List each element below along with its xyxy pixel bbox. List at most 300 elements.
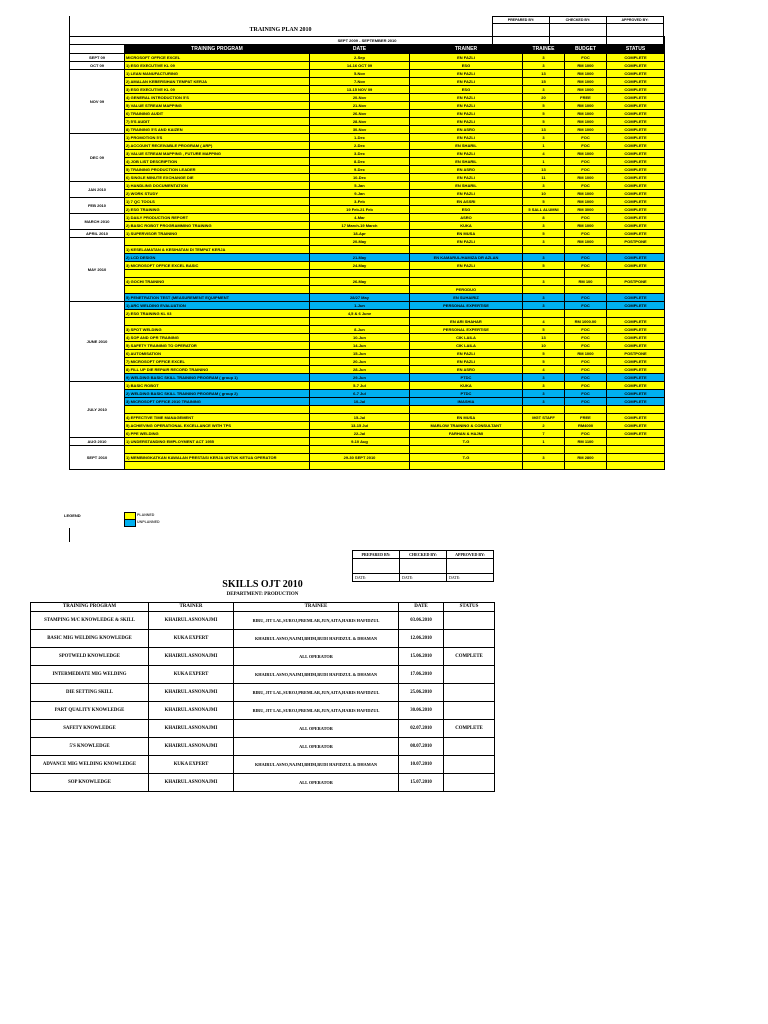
trainer-cell: EN FAZLI	[410, 110, 523, 118]
trainee-cell: ALL OPERATOR	[234, 774, 399, 792]
date-cell: 21-Nov	[310, 102, 410, 110]
date-cell: 21-May	[310, 254, 410, 262]
table-row	[70, 262, 665, 270]
trainee-cell: 5	[523, 326, 565, 334]
budget-cell	[565, 286, 607, 294]
budget-cell: FOC	[565, 430, 607, 438]
prepared-by-cell[interactable]	[353, 559, 400, 574]
budget-cell: FOC	[565, 254, 607, 262]
trainer-cell: EN SUHAIRIZ	[410, 294, 523, 302]
table-row	[31, 666, 495, 684]
column-header: STATUS	[444, 603, 495, 612]
date-cell: 8-Dec	[310, 158, 410, 166]
status-cell: COMPLETE	[607, 206, 665, 214]
checked-by-cell[interactable]	[400, 559, 447, 574]
trainee-cell: 3	[523, 62, 565, 70]
approved-by-label: APPROVED BY:	[607, 17, 664, 24]
trainee-cell	[523, 246, 565, 254]
table-row	[70, 222, 665, 230]
table-row	[70, 118, 665, 126]
legend	[64, 512, 189, 552]
column-header: TRAINING PROGRAM	[31, 603, 149, 612]
program-cell: 6) AUTOMISATION	[125, 350, 310, 358]
trainee-cell: 5	[523, 358, 565, 366]
date-cell: 17.06.2010	[399, 666, 444, 684]
table-row	[70, 78, 665, 86]
sheet-border	[69, 16, 70, 36]
date-cell	[310, 318, 410, 326]
column-header: TRAINEE	[523, 45, 565, 54]
trainer-cell: ESG	[410, 206, 523, 214]
trainer-cell: T-G	[410, 454, 523, 462]
column-header: STATUS	[607, 45, 665, 54]
trainer-cell: EN FAZLI	[410, 70, 523, 78]
status-cell	[444, 756, 495, 774]
status-cell: COMPLETE	[607, 54, 665, 62]
table-row	[31, 738, 495, 756]
trainee-cell: 10	[523, 342, 565, 350]
table-row	[70, 422, 665, 430]
budget-cell: RM 1000	[565, 174, 607, 182]
trainee-cell: 4	[523, 366, 565, 374]
trainee-cell: 3	[523, 182, 565, 190]
status-cell: COMPLETE	[607, 94, 665, 102]
date-cell: 2-Sep	[310, 54, 410, 62]
trainee-cell: 5	[523, 118, 565, 126]
month-cell: NOV 09	[70, 70, 125, 134]
table-row	[70, 438, 665, 446]
trainer-cell: EN FAZLI	[410, 174, 523, 182]
date-cell: 3-Dec	[310, 150, 410, 158]
status-cell	[444, 738, 495, 756]
date-cell: 19 Feb-21 Feb	[310, 206, 410, 214]
trainee-cell: 5 SALL ALUMNI	[523, 206, 565, 214]
trainer-cell: ESG	[410, 86, 523, 94]
trainee-cell: 10	[523, 190, 565, 198]
date-cell: 10.07.2010	[399, 756, 444, 774]
program-cell: 3) SPOT WELDING	[125, 326, 310, 334]
sheet-border	[69, 528, 70, 542]
budget-cell: FREE	[565, 414, 607, 422]
column-header: TRAINEE	[234, 603, 399, 612]
column-header: DATE	[399, 603, 444, 612]
unplanned-label: UNPLANNED	[137, 520, 160, 524]
program-cell: 3) MICROSOFT OFFICE 2010 TRAINING	[125, 398, 310, 406]
trainee-cell: 5	[523, 110, 565, 118]
table-row	[70, 190, 665, 198]
date-cell: 15.06.2010	[399, 648, 444, 666]
status-cell: COMPLETE	[607, 294, 665, 302]
status-cell	[607, 454, 665, 462]
program-cell: 4) EFFECTIVE TIME MANAGEMENT	[125, 414, 310, 422]
trainee-cell: 13	[523, 126, 565, 134]
table-row	[31, 612, 495, 630]
status-cell: POSTPONE	[607, 278, 665, 286]
budget-cell: FOC	[565, 326, 607, 334]
status-cell: COMPLETE	[607, 358, 665, 366]
trainee-cell: 3	[523, 382, 565, 390]
trainer-cell: EN ASSRI	[410, 198, 523, 206]
trainer-cell: KHAIRUL ASNONAJMI	[149, 774, 234, 792]
status-cell	[444, 684, 495, 702]
trainer-cell: PERSONAL EXPERTISE	[410, 326, 523, 334]
trainer-cell: EN FAZLI	[410, 350, 523, 358]
trainer-cell: KHAIRUL ASNONAJMI	[149, 648, 234, 666]
program-cell: MICROSOFT OFFICE EXCEL	[125, 54, 310, 62]
trainee-cell: 15	[523, 78, 565, 86]
legend-label: LEGEND	[64, 513, 81, 518]
trainer-cell: KHAIRUL ASNONAJMI	[149, 612, 234, 630]
trainer-cell: EN FAZLI	[410, 94, 523, 102]
table-row	[70, 342, 665, 350]
column-header: TRAINER	[410, 45, 523, 54]
table-row	[70, 382, 665, 390]
table-row	[70, 86, 665, 94]
month-cell: APRIL 2010	[70, 230, 125, 238]
trainee-cell: 4	[523, 318, 565, 326]
program-cell: 8) TRAINING 5'S AND KAIZEN	[125, 126, 310, 134]
plan-period: SEPT 2009 - SEPTEMBER 2010	[70, 37, 665, 45]
budget-cell: FOC	[565, 342, 607, 350]
trainee-cell: 3	[523, 454, 565, 462]
date-cell: 5-Nov	[310, 70, 410, 78]
program-cell	[125, 270, 310, 278]
status-cell: COMPLETE	[607, 254, 665, 262]
date-cell: 29-30 SEPT 2010	[310, 454, 410, 462]
program-cell: 3) ESG EXECUTIVE KL 09	[125, 86, 310, 94]
table-row	[70, 230, 665, 238]
date-label: DATE:	[353, 574, 400, 582]
budget-cell	[565, 406, 607, 414]
program-cell: 1) HANDLING DOCUMENTATION	[125, 182, 310, 190]
program-cell: INTERMEDIATE MIG WELDING	[31, 666, 149, 684]
month-cell: JUNE 2010	[70, 302, 125, 382]
table-row	[70, 334, 665, 342]
table-row	[70, 206, 665, 214]
budget-cell: RM 1000	[565, 78, 607, 86]
program-cell: 2) AMALAN KEBERSIHAN TEMPAT KERJA	[125, 78, 310, 86]
trainer-cell: MARLOW TRAINING & CONSULTANT	[410, 422, 523, 430]
table-row	[70, 254, 665, 262]
table-row	[70, 142, 665, 150]
trainee-cell	[523, 310, 565, 318]
trainer-cell: T-G	[410, 438, 523, 446]
date-cell: 5-Jan	[310, 182, 410, 190]
month-cell: SEPT 2010	[70, 446, 125, 470]
date-cell: 24-May	[310, 262, 410, 270]
table-row	[31, 648, 495, 666]
trainee-cell: KHAIRUL ASNO,NAJMI,BHIM,BUDI HAFIDZUL & DHAMAN	[234, 756, 399, 774]
table-row	[70, 70, 665, 78]
program-cell: 7) 5'S AUDIT	[125, 118, 310, 126]
status-cell: COMPLETE	[607, 70, 665, 78]
trainer-cell: EN SHARIL	[410, 142, 523, 150]
status-cell: COMPLETE	[607, 182, 665, 190]
budget-cell: RM 1000	[565, 86, 607, 94]
column-header: BUDGET	[565, 45, 607, 54]
program-cell: 9) WELDING BASIC SKILL TRAINING PROGRAM ( group 1)	[125, 374, 310, 382]
date-cell: 18-Apr	[310, 230, 410, 238]
program-cell: 1) ESG EXECUTIVE KL 09	[125, 62, 310, 70]
budget-cell: FOC	[565, 294, 607, 302]
program-cell: 1) SUPERVISOR TRAINING	[125, 230, 310, 238]
program-cell: 3) MICROSOFT OFFICE EXCEL BASIC	[125, 262, 310, 270]
budget-cell: FREE	[565, 94, 607, 102]
trainer-cell	[410, 270, 523, 278]
budget-cell: FOC	[565, 142, 607, 150]
trainer-cell	[410, 446, 523, 454]
budget-cell: RM 1000	[565, 102, 607, 110]
budget-cell: FOC	[565, 158, 607, 166]
program-cell: 1) LEAN MANUFACTURING	[125, 70, 310, 78]
trainee-cell: BIRU, JIT LAL,SUROJ,PREMLAR,JUN,AITA,HARIS HAFIDZUL	[234, 684, 399, 702]
status-cell: COMPLETE	[607, 342, 665, 350]
date-cell: 1-Jun	[310, 302, 410, 310]
date-cell: 8-Jun	[310, 326, 410, 334]
program-cell: DIE SETTING SKILL	[31, 684, 149, 702]
budget-cell: FOC	[565, 374, 607, 382]
trainee-cell: 8	[523, 214, 565, 222]
date-cell	[310, 286, 410, 294]
trainer-cell	[410, 406, 523, 414]
table-row	[70, 270, 665, 278]
program-cell: 1) DAILY PRODUCTION REPORT	[125, 214, 310, 222]
trainee-cell: 5	[523, 102, 565, 110]
budget-cell: FOC	[565, 334, 607, 342]
budget-cell: FOC	[565, 390, 607, 398]
table-row	[70, 110, 665, 118]
program-cell	[125, 406, 310, 414]
status-cell	[607, 438, 665, 446]
trainer-cell: KUKA EXPERT	[149, 666, 234, 684]
date-cell: 20-Jun	[310, 358, 410, 366]
table-row	[70, 350, 665, 358]
status-cell: COMPLETE	[607, 62, 665, 70]
status-cell	[444, 702, 495, 720]
trainee-cell	[523, 286, 565, 294]
status-cell: COMPLETE	[607, 118, 665, 126]
status-cell	[607, 270, 665, 278]
program-cell: STAMPING M/C KNOWLEDGE & SKILL	[31, 612, 149, 630]
program-cell: 2) ESG TRAINING	[125, 206, 310, 214]
program-cell: 1) KESELAMATAN & KESIHATAN DI TEMPAT KERJA	[125, 246, 310, 254]
date-cell: 9-Dec	[310, 166, 410, 174]
trainer-cell: EN ASRO	[410, 126, 523, 134]
program-cell: 2) BASIC ROBOT PROGRAMMING TRAINING	[125, 222, 310, 230]
budget-cell: RM 100	[565, 278, 607, 286]
plan-title: TRAINING PLAN 2010	[249, 27, 312, 33]
budget-cell: RM 1000	[565, 190, 607, 198]
program-cell: 5'S KNOWLEDGE	[31, 738, 149, 756]
date-label: DATE:	[400, 574, 447, 582]
date-cell: 26-Nov	[310, 110, 410, 118]
date-cell: 28-Nov	[310, 118, 410, 126]
trainee-cell: 1	[523, 438, 565, 446]
status-cell	[444, 612, 495, 630]
status-cell: COMPLETE	[607, 214, 665, 222]
program-cell: SPOTWELD KNOWLEDGE	[31, 648, 149, 666]
status-cell	[444, 630, 495, 648]
trainer-cell: EN ARI SHAHAR	[410, 318, 523, 326]
trainer-cell: ESG	[410, 62, 523, 70]
status-cell: COMPLETE	[607, 326, 665, 334]
program-cell	[125, 318, 310, 326]
status-cell	[607, 462, 665, 470]
budget-cell	[565, 270, 607, 278]
trainer-cell: KHAIRUL ASNONAJMI	[149, 702, 234, 720]
trainer-cell	[410, 310, 523, 318]
status-cell	[444, 666, 495, 684]
table-row	[70, 198, 665, 206]
status-cell: COMPLETE	[444, 720, 495, 738]
program-cell: 4) GENERAL INTRODUCTION 5'S	[125, 94, 310, 102]
date-cell: 10-Dec	[310, 174, 410, 182]
date-cell: 15-Jul	[310, 414, 410, 422]
status-cell: COMPLETE	[607, 110, 665, 118]
budget-cell: FOC	[565, 54, 607, 62]
date-cell: 30.06.2010	[399, 702, 444, 720]
table-row	[70, 390, 665, 398]
trainer-cell: EN KAMARUL/HAMIZA DR AZLAN	[410, 254, 523, 262]
prepared-by-label: PREPARED BY:	[493, 17, 550, 24]
status-cell: COMPLETE	[607, 78, 665, 86]
trainee-cell: 3	[523, 238, 565, 246]
program-cell: 2) WORK STUDY	[125, 190, 310, 198]
status-cell: COMPLETE	[607, 430, 665, 438]
status-cell	[607, 446, 665, 454]
trainer-cell: EN ASRO	[410, 166, 523, 174]
month-cell: DEC 09	[70, 134, 125, 182]
budget-cell	[565, 462, 607, 470]
program-cell: 5) VALUE STREAM MAPPING	[125, 102, 310, 110]
status-cell: COMPLETE	[607, 86, 665, 94]
trainee-cell: 1	[523, 142, 565, 150]
table-row	[70, 446, 665, 454]
program-cell	[125, 238, 310, 246]
status-cell: COMPLETE	[607, 230, 665, 238]
trainer-cell: KUKA	[410, 382, 523, 390]
program-cell: 1) MEMBINGKATKAN KAWALAN PRESTASI KERJA UNTUK KETUA OPERATOR	[125, 454, 310, 462]
trainer-cell	[410, 462, 523, 470]
trainee-cell: 5	[523, 198, 565, 206]
trainer-cell: EN FAZLI	[410, 134, 523, 142]
month-cell: SEPT 09	[70, 54, 125, 62]
budget-cell: FOC	[565, 358, 607, 366]
status-cell: COMPLETE	[607, 158, 665, 166]
trainer-cell: KHAIRUL ASNONAJMI	[149, 684, 234, 702]
date-cell: 13-15 NOV 09	[310, 86, 410, 94]
column-header: TRAINER	[149, 603, 234, 612]
status-cell: COMPLETE	[607, 366, 665, 374]
table-row	[70, 302, 665, 310]
status-cell: POSTPONE	[607, 238, 665, 246]
trainee-cell: 2	[523, 422, 565, 430]
budget-cell	[565, 310, 607, 318]
approved-by-cell[interactable]	[447, 559, 494, 574]
date-cell: 3-Feb	[310, 198, 410, 206]
program-cell	[125, 446, 310, 454]
table-row	[70, 182, 665, 190]
program-cell: 6) PPE WELDING	[125, 430, 310, 438]
date-cell	[310, 270, 410, 278]
status-cell: POSTPONE	[607, 350, 665, 358]
table-row	[70, 102, 665, 110]
trainer-cell: EN SHARIL	[410, 182, 523, 190]
program-cell: BASIC MIG WELDING KNOWLEDGE	[31, 630, 149, 648]
status-cell: COMPLETE	[607, 102, 665, 110]
skills-ojt-grid	[30, 602, 495, 792]
date-cell: 30-Nov	[310, 126, 410, 134]
program-cell: 5) SAFETY TRAINING TO OPERATOR	[125, 342, 310, 350]
status-cell: COMPLETE	[607, 198, 665, 206]
trainer-cell: EN FAZLI	[410, 238, 523, 246]
trainee-cell: 3	[523, 294, 565, 302]
month-header	[70, 45, 125, 54]
status-cell: COMPLETE	[607, 334, 665, 342]
budget-cell: RM 1000	[565, 70, 607, 78]
trainer-cell: FARHAN & HAJMI	[410, 430, 523, 438]
month-cell: AUG 2010	[70, 438, 125, 446]
status-cell: COMPLETE	[607, 134, 665, 142]
program-cell: 5) ACHIEVING OPERATIONAL EXCELLANCE WITH TPS	[125, 422, 310, 430]
trainee-cell	[523, 270, 565, 278]
table-row	[70, 326, 665, 334]
trainer-cell: EN FAZLI	[410, 190, 523, 198]
table-row	[31, 774, 495, 792]
date-cell	[310, 246, 410, 254]
date-cell: 13-15 Jul	[310, 422, 410, 430]
trainer-cell: EN FAZLI	[410, 102, 523, 110]
table-row	[70, 374, 665, 382]
status-cell	[607, 286, 665, 294]
trainee-cell: 3	[523, 54, 565, 62]
status-cell: COMPLETE	[607, 126, 665, 134]
budget-cell: FOC	[565, 166, 607, 174]
date-cell	[310, 446, 410, 454]
date-cell: 08.07.2010	[399, 738, 444, 756]
trainee-cell: BIRU, JIT LAL,SUROJ,PREMLAR,JUN,AITA,HARIS HAFIDZUL	[234, 612, 399, 630]
budget-cell: RM 1000	[565, 350, 607, 358]
table-row	[70, 238, 665, 246]
table-row	[70, 430, 665, 438]
table-row	[70, 406, 665, 414]
program-cell: 6) TRAINING AUDIT	[125, 110, 310, 118]
budget-cell: RM 1000	[565, 150, 607, 158]
date-cell: 14-Jun	[310, 342, 410, 350]
trainee-cell: ALL OPERATOR	[234, 648, 399, 666]
trainee-cell: 5	[523, 230, 565, 238]
trainer-cell: EN ASRO	[410, 366, 523, 374]
table-row	[70, 366, 665, 374]
program-cell: 2) ACCOUNT RECEIVABLE PROGRAM ( ARP)	[125, 142, 310, 150]
status-cell: COMPLETE	[607, 174, 665, 182]
program-cell: 1) UNDERSTANDING EMPLOYMENT ACT 1955	[125, 438, 310, 446]
program-cell: PART QUALITY KNOWLEDGE	[31, 702, 149, 720]
table-row	[70, 398, 665, 406]
date-cell: 26-May	[310, 278, 410, 286]
budget-cell: RM 1000	[565, 238, 607, 246]
trainee-cell: 3	[523, 86, 565, 94]
table-row	[31, 684, 495, 702]
date-cell: 5-7 Jul	[310, 382, 410, 390]
program-cell: 5) PENETRATION TEST (MEASUREMENT EQUIPMENT	[125, 294, 310, 302]
trainee-cell: KHAIRUL ASNO,NAJMI,BHIM,BUDI HAFIDZUL & DHAMAN	[234, 666, 399, 684]
month-cell: JULY 2010	[70, 382, 125, 438]
table-row	[70, 318, 665, 326]
budget-cell: FOC	[565, 366, 607, 374]
trainer-cell: PERSONAL EXPERTISE	[410, 302, 523, 310]
department-label: DEPARTMENT: PRODUCTION	[226, 592, 299, 597]
